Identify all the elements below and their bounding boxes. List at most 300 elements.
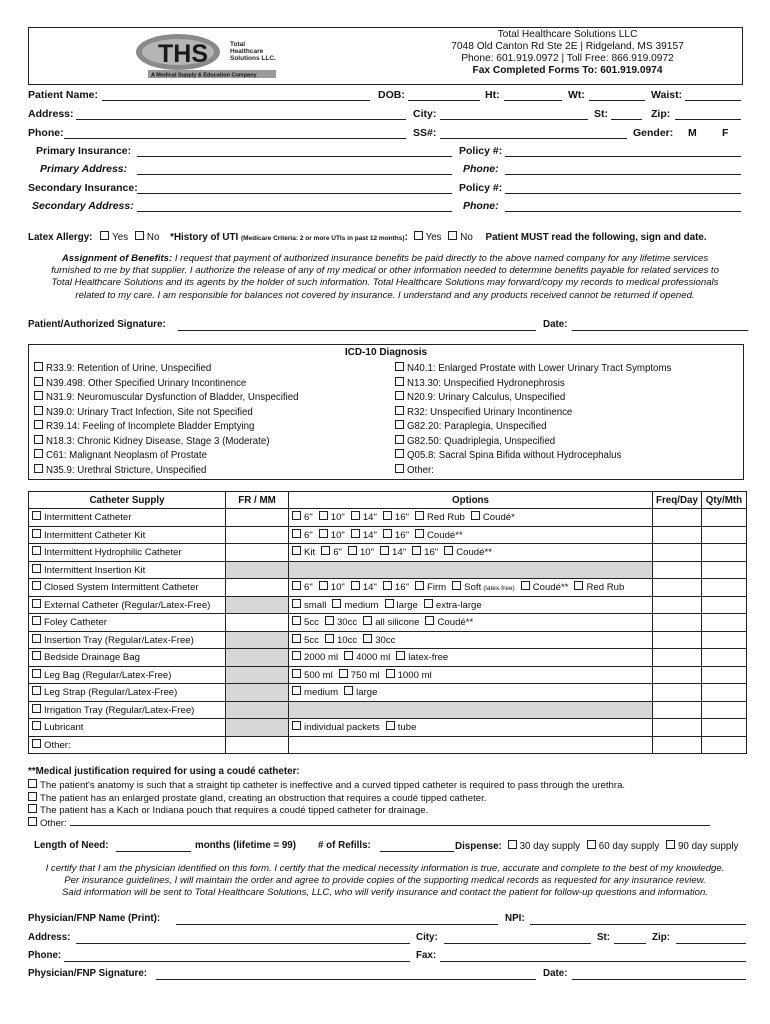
icd-item[interactable]	[395, 420, 671, 435]
option-label: 6"	[304, 512, 313, 524]
option-checkbox[interactable]	[292, 616, 301, 625]
company-info	[420, 29, 715, 77]
supply-item-cell[interactable]	[29, 666, 226, 684]
ht-label: Ht:	[485, 89, 500, 101]
checkbox-icon[interactable]	[32, 721, 41, 730]
freq-cell[interactable]	[653, 614, 702, 632]
physician-st-label: St:	[597, 932, 611, 943]
supply-item-cell[interactable]	[29, 544, 226, 562]
icd-right-list	[395, 362, 671, 478]
supply-item-cell[interactable]	[29, 736, 226, 754]
icd-item[interactable]	[395, 377, 671, 392]
option-checkbox[interactable]	[396, 651, 405, 660]
checkbox-icon[interactable]	[34, 377, 43, 386]
option-label: Coudé*	[482, 512, 515, 524]
latex-yes-checkbox[interactable]	[100, 231, 109, 240]
option-checkbox[interactable]	[351, 529, 360, 538]
option-label: 16"	[424, 547, 439, 559]
gender-m-option[interactable]: M	[688, 127, 697, 139]
freq-cell[interactable]	[653, 666, 702, 684]
fr-mm-cell[interactable]	[226, 736, 289, 754]
option-checkbox[interactable]	[380, 546, 389, 555]
options-cell	[289, 736, 653, 754]
option-label: Kit	[304, 547, 316, 559]
wt-label: Wt:	[568, 89, 585, 101]
fr-mm-cell[interactable]	[226, 544, 289, 562]
option-label: 2000 ml	[304, 652, 339, 664]
patient-date-label: Date:	[543, 319, 568, 330]
freq-cell[interactable]	[653, 561, 702, 579]
option-checkbox[interactable]	[325, 616, 334, 625]
checkbox-icon[interactable]	[32, 529, 41, 538]
freq-cell[interactable]	[653, 544, 702, 562]
option-checkbox[interactable]	[574, 581, 583, 590]
option-checkbox[interactable]	[292, 686, 301, 695]
dispense-90-checkbox[interactable]	[666, 840, 675, 849]
physician-phone-field[interactable]	[64, 961, 410, 962]
supply-item-cell[interactable]	[29, 596, 226, 614]
option-checkbox[interactable]	[292, 511, 301, 520]
option-checkbox[interactable]	[383, 581, 392, 590]
dispense-60-checkbox[interactable]	[587, 840, 596, 849]
checkbox-icon[interactable]	[34, 435, 43, 444]
gender-f-option[interactable]: F	[722, 127, 729, 139]
options-cell	[289, 579, 653, 597]
logo-sub2: Healthcare	[230, 48, 264, 55]
checkbox-icon[interactable]	[34, 420, 43, 429]
soft-note: (latex-free)	[483, 585, 515, 593]
icd-item[interactable]	[34, 435, 299, 450]
physician-fax-field[interactable]	[440, 961, 746, 962]
st-field[interactable]	[611, 119, 642, 120]
icd-item-label: N40.1: Enlarged Prostate with Lower Urinary Tract Symptoms	[407, 363, 672, 374]
supply-item-label: Leg Bag (Regular/Latex-Free)	[44, 669, 172, 681]
justification-label: The patient has an enlarged prostate gland, creating an obstruction that requires a coudé tipped catheter.	[40, 792, 487, 804]
physician-date-field[interactable]	[572, 979, 746, 980]
supply-item-cell[interactable]	[29, 649, 226, 667]
physician-name-label: Physician/FNP Name (Print):	[28, 913, 161, 924]
icd-item[interactable]	[395, 449, 671, 464]
qty-cell[interactable]	[701, 684, 746, 702]
option-checkbox[interactable]	[292, 721, 301, 730]
checkbox-icon[interactable]	[34, 406, 43, 415]
physician-signature-field[interactable]	[156, 979, 536, 980]
option-checkbox[interactable]	[385, 599, 394, 608]
option-checkbox[interactable]	[348, 546, 357, 555]
physician-address-field[interactable]	[76, 943, 410, 944]
option-label: 10"	[330, 582, 345, 594]
supply-row	[29, 579, 747, 597]
patient-signature-label: Patient/Authorized Signature:	[28, 319, 166, 330]
icd-left-list	[34, 362, 299, 478]
options-cell	[289, 701, 653, 719]
supply-header-cell: Freq/Day	[653, 492, 702, 509]
supply-table	[28, 491, 747, 754]
option-checkbox[interactable]	[471, 511, 480, 520]
qty-cell[interactable]	[701, 736, 746, 754]
refills-field[interactable]	[380, 851, 454, 852]
policy2-field[interactable]	[505, 193, 741, 194]
supply-item-cell[interactable]	[29, 719, 226, 737]
checkbox-icon[interactable]	[32, 686, 41, 695]
icd-item[interactable]	[34, 377, 299, 392]
option-checkbox[interactable]	[339, 669, 348, 678]
freq-cell[interactable]	[653, 701, 702, 719]
patient-date-field[interactable]	[572, 330, 748, 331]
supply-item-label: Intermittent Catheter	[44, 512, 132, 524]
icd-item[interactable]	[395, 435, 671, 450]
fr-mm-cell[interactable]	[226, 596, 289, 614]
option-label: 1000 ml	[397, 669, 432, 681]
checkbox-icon[interactable]	[32, 616, 41, 625]
checkbox-icon[interactable]	[34, 391, 43, 400]
option-checkbox[interactable]	[351, 511, 360, 520]
icd-item[interactable]	[395, 464, 671, 479]
supply-header-cell: Catheter Supply	[29, 492, 226, 509]
freq-cell[interactable]	[653, 631, 702, 649]
icd-item-label: N39.498: Other Specified Urinary Incontinence	[46, 377, 247, 389]
supply-item-label: Insertion Tray (Regular/Latex-Free)	[44, 634, 194, 646]
supply-item-label: Irrigation Tray (Regular/Latex-Free)	[44, 704, 195, 716]
fr-mm-cell[interactable]	[226, 509, 289, 527]
option-checkbox[interactable]	[321, 546, 330, 555]
icd-item-label: R32: Unspecified Urinary Incontinence	[407, 406, 573, 418]
dispense-60-label: 60 day supply	[598, 841, 660, 852]
option-label: 10cc	[336, 634, 358, 646]
option-checkbox[interactable]	[351, 581, 360, 590]
icd-box	[28, 344, 744, 480]
physician-city-field[interactable]	[444, 943, 591, 944]
checkbox-icon[interactable]	[32, 669, 41, 678]
checkbox-icon[interactable]	[32, 564, 41, 573]
icd-item[interactable]	[34, 406, 299, 421]
secondary-address-field[interactable]	[137, 211, 452, 212]
icd-item[interactable]	[34, 362, 299, 377]
physician-address-label: Address:	[28, 932, 71, 943]
option-checkbox[interactable]	[292, 634, 301, 643]
checkbox-icon[interactable]	[32, 511, 41, 520]
qty-cell[interactable]	[701, 701, 746, 719]
option-checkbox[interactable]	[383, 511, 392, 520]
phone1-label: Phone:	[463, 163, 499, 175]
option-label: 14"	[362, 582, 377, 594]
certify-line1: I certify that I am the physician identified on this form. I certify that the medical necessity information is true, accurate and complete to the best of my knowledge.	[45, 863, 725, 874]
checkbox-icon[interactable]	[32, 634, 41, 643]
supply-item-cell[interactable]	[29, 614, 226, 632]
waist-field[interactable]	[685, 100, 741, 101]
checkbox-icon[interactable]	[395, 377, 404, 386]
option-checkbox[interactable]	[292, 651, 301, 660]
supply-item-label: Intermittent Hydrophilic Catheter	[44, 547, 182, 559]
checkbox-icon[interactable]	[395, 449, 404, 458]
freq-cell[interactable]	[653, 596, 702, 614]
uti-yes-label: Yes	[425, 232, 442, 243]
option-checkbox[interactable]	[425, 616, 434, 625]
supply-item-cell[interactable]	[29, 579, 226, 597]
supply-item-cell[interactable]	[29, 526, 226, 544]
qty-cell[interactable]	[701, 719, 746, 737]
uti-no-checkbox[interactable]	[448, 231, 457, 240]
icd-item[interactable]	[34, 449, 299, 464]
option-label: small	[304, 599, 327, 611]
options-cell	[289, 719, 653, 737]
option-checkbox[interactable]	[319, 529, 328, 538]
option-checkbox[interactable]	[292, 546, 301, 555]
freq-cell[interactable]	[653, 579, 702, 597]
fr-mm-cell[interactable]	[226, 631, 289, 649]
option-checkbox[interactable]	[344, 686, 353, 695]
options-cell	[289, 596, 653, 614]
company-phone: Phone: 601.919.0972 | Toll Free: 866.919.0972	[461, 53, 674, 64]
uti-yes-checkbox[interactable]	[414, 231, 423, 240]
option-label: 16"	[394, 582, 409, 594]
qty-cell[interactable]	[701, 509, 746, 527]
icd-item-label: N39.0: Urinary Tract Infection, Site not Specified	[46, 406, 253, 418]
option-checkbox[interactable]	[363, 616, 372, 625]
uti-label: *History of UTI	[170, 232, 239, 243]
checkbox-icon[interactable]	[32, 651, 41, 660]
justification-item[interactable]	[28, 779, 625, 792]
supply-item-cell[interactable]	[29, 701, 226, 719]
fr-mm-cell[interactable]	[226, 701, 289, 719]
supply-header-cell: FR / MM	[226, 492, 289, 509]
checkbox-icon[interactable]	[34, 362, 43, 371]
qty-cell[interactable]	[701, 614, 746, 632]
physician-name-field[interactable]	[176, 924, 498, 925]
option-label: Coudé**	[426, 529, 463, 541]
option-checkbox[interactable]	[412, 546, 421, 555]
supply-item-cell[interactable]	[29, 684, 226, 702]
wt-field[interactable]	[589, 100, 645, 101]
length-of-need-field[interactable]	[116, 851, 191, 852]
option-label: Red Rub	[426, 512, 465, 524]
logo-text: THS	[158, 40, 208, 68]
option-checkbox[interactable]	[521, 581, 530, 590]
checkbox-icon[interactable]	[28, 804, 37, 813]
checkbox-icon[interactable]	[28, 779, 37, 788]
icd-item-label: G82.20: Paraplegia, Unspecified	[407, 421, 547, 432]
supply-header-cell: Qty/Mth	[701, 492, 746, 509]
policy1-field[interactable]	[505, 156, 741, 157]
option-checkbox[interactable]	[383, 529, 392, 538]
dispense-30-label: 30 day supply	[519, 841, 581, 852]
supply-header-cell: Options	[289, 492, 653, 509]
assignment-title: Assignment of Benefits:	[61, 253, 173, 264]
option-checkbox[interactable]	[325, 634, 334, 643]
fr-mm-cell[interactable]	[226, 719, 289, 737]
supply-item-label: Bedside Drainage Bag	[44, 652, 141, 664]
icd-item[interactable]	[34, 464, 299, 479]
icd-item[interactable]	[395, 362, 671, 377]
option-checkbox[interactable]	[452, 581, 461, 590]
icd-item-label: C61: Malignant Neoplasm of Prostate	[46, 450, 208, 461]
icd-item[interactable]	[395, 391, 671, 406]
allergy-row	[28, 231, 707, 243]
checkbox-icon[interactable]	[395, 362, 404, 371]
fr-mm-cell[interactable]	[226, 666, 289, 684]
checkbox-icon[interactable]	[395, 435, 404, 444]
phone2-field[interactable]	[505, 211, 741, 212]
supply-row	[29, 684, 747, 702]
physician-zip-field[interactable]	[676, 943, 746, 944]
justification-title: **Medical justification required for using a coudé catheter:	[28, 766, 300, 777]
latex-no-checkbox[interactable]	[135, 231, 144, 240]
option-checkbox[interactable]	[386, 721, 395, 730]
options-cell	[289, 684, 653, 702]
primary-address-field[interactable]	[137, 174, 452, 175]
justification-item[interactable]	[28, 792, 625, 805]
supply-row	[29, 526, 747, 544]
option-checkbox[interactable]	[415, 581, 424, 590]
freq-cell[interactable]	[653, 719, 702, 737]
fr-mm-cell[interactable]	[226, 526, 289, 544]
option-label: 14"	[362, 512, 377, 524]
address-field[interactable]	[76, 119, 406, 120]
policy1-label: Policy #:	[459, 145, 503, 157]
option-label: 30cc	[375, 634, 396, 646]
physician-city-label: City:	[416, 932, 438, 943]
supply-row	[29, 544, 747, 562]
checkbox-icon[interactable]	[28, 792, 37, 801]
options-cell	[289, 631, 653, 649]
checkbox-icon[interactable]	[32, 704, 41, 713]
option-checkbox[interactable]	[386, 669, 395, 678]
dispense-30-checkbox[interactable]	[508, 840, 517, 849]
fr-mm-cell[interactable]	[226, 614, 289, 632]
primary-insurance-field[interactable]	[137, 156, 452, 157]
option-checkbox[interactable]	[292, 669, 301, 678]
city-field[interactable]	[440, 119, 588, 120]
freq-cell[interactable]	[653, 684, 702, 702]
freq-cell[interactable]	[653, 649, 702, 667]
checkbox-icon[interactable]	[34, 464, 43, 473]
st-label: St:	[594, 108, 608, 120]
npi-field[interactable]	[530, 924, 746, 925]
qty-cell[interactable]	[701, 649, 746, 667]
icd-item[interactable]	[34, 420, 299, 435]
supply-row	[29, 509, 747, 527]
fr-mm-cell[interactable]	[226, 579, 289, 597]
freq-cell[interactable]	[653, 509, 702, 527]
justification-item[interactable]	[28, 804, 625, 817]
option-checkbox[interactable]	[292, 599, 301, 608]
secondary-insurance-field[interactable]	[137, 193, 452, 194]
fr-mm-cell[interactable]	[226, 561, 289, 579]
patient-name-field[interactable]	[102, 100, 370, 101]
option-checkbox[interactable]	[319, 511, 328, 520]
phone-label: Phone:	[28, 127, 64, 139]
icd-item-label: N20.9: Urinary Calculus, Unspecified	[407, 392, 566, 403]
qty-cell[interactable]	[701, 544, 746, 562]
option-label: 5cc	[304, 634, 319, 646]
secondary-insurance-label: Secondary Insurance:	[28, 182, 138, 194]
justification-label: The patient's anatomy is such that a straight tip catheter is ineffective and a curved tipped catheter is required to pass through the urethra.	[40, 780, 626, 791]
option-checkbox[interactable]	[332, 599, 341, 608]
justification-item[interactable]	[28, 817, 625, 830]
patient-signature-field[interactable]	[178, 330, 536, 331]
checkbox-icon[interactable]	[395, 391, 404, 400]
icd-item-label: R33.9: Retention of Urine, Unspecified	[46, 363, 212, 374]
zip-field[interactable]	[675, 119, 741, 120]
checkbox-icon[interactable]	[32, 739, 41, 748]
dispense-row	[455, 840, 738, 852]
qty-cell[interactable]	[701, 579, 746, 597]
supply-item-cell[interactable]	[29, 561, 226, 579]
option-label: 5cc	[304, 617, 319, 629]
supply-item-cell[interactable]	[29, 509, 226, 527]
icd-item-label: N35.9: Urethral Stricture, Unspecified	[46, 464, 207, 476]
checkbox-icon[interactable]	[395, 464, 404, 473]
supply-row	[29, 649, 747, 667]
checkbox-icon[interactable]	[34, 449, 43, 458]
qty-cell[interactable]	[701, 596, 746, 614]
option-checkbox[interactable]	[319, 581, 328, 590]
checkbox-icon[interactable]	[32, 581, 41, 590]
fr-mm-cell[interactable]	[226, 649, 289, 667]
option-label: medium	[304, 687, 339, 699]
option-checkbox[interactable]	[344, 651, 353, 660]
checkbox-icon[interactable]	[395, 406, 404, 415]
option-label: all silicone	[375, 617, 420, 629]
fr-mm-cell[interactable]	[226, 684, 289, 702]
options-cell	[289, 509, 653, 527]
option-checkbox[interactable]	[415, 511, 424, 520]
phone-field[interactable]	[64, 138, 406, 139]
ss-field[interactable]	[440, 138, 627, 139]
qty-cell[interactable]	[701, 526, 746, 544]
checkbox-icon[interactable]	[32, 546, 41, 555]
option-checkbox[interactable]	[444, 546, 453, 555]
zip-label: Zip:	[651, 108, 671, 120]
option-label: Coudé**	[456, 547, 492, 559]
logo-sub3: Solutions LLC.	[230, 55, 276, 62]
option-checkbox[interactable]	[363, 634, 372, 643]
option-checkbox[interactable]	[292, 581, 301, 590]
option-label: 14"	[392, 547, 407, 559]
logo-tagline: A Medical Supply & Education Company	[151, 72, 257, 79]
company-fax: Fax Completed Forms To: 601.919.0974	[472, 65, 663, 76]
options-cell	[289, 649, 653, 667]
justification-other-field[interactable]	[70, 825, 710, 826]
qty-cell[interactable]	[701, 561, 746, 579]
uti-no-label: No	[460, 232, 473, 243]
phone1-field[interactable]	[505, 174, 741, 175]
qty-cell[interactable]	[701, 631, 746, 649]
dob-field[interactable]	[408, 100, 480, 101]
checkbox-icon[interactable]	[32, 599, 41, 608]
freq-cell[interactable]	[653, 526, 702, 544]
address-label: Address:	[28, 108, 74, 120]
options-cell	[289, 666, 653, 684]
primary-insurance-label: Primary Insurance:	[36, 145, 132, 157]
uti-colon: :	[404, 232, 408, 243]
checkbox-icon[interactable]	[395, 420, 404, 429]
option-checkbox[interactable]	[415, 529, 424, 538]
icd-item[interactable]	[395, 406, 671, 421]
qty-cell[interactable]	[701, 666, 746, 684]
option-checkbox[interactable]	[424, 599, 433, 608]
primary-address-label: Primary Address:	[40, 163, 128, 175]
icd-item[interactable]	[34, 391, 299, 406]
supply-item-cell[interactable]	[29, 631, 226, 649]
ht-field[interactable]	[504, 100, 562, 101]
physician-st-field[interactable]	[614, 943, 646, 944]
freq-cell[interactable]	[653, 736, 702, 754]
gender-label: Gender:	[633, 127, 674, 139]
checkbox-icon[interactable]	[28, 817, 37, 826]
option-label: 10"	[330, 512, 345, 524]
option-checkbox[interactable]	[292, 529, 301, 538]
